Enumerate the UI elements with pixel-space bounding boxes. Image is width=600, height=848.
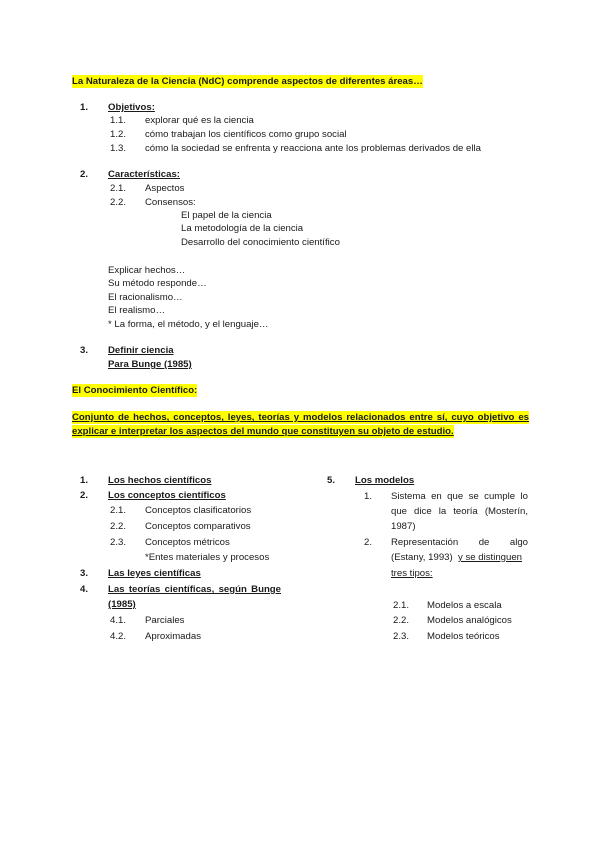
list-number: 5.: [327, 475, 336, 486]
section2-item-num: 2.2.: [110, 197, 127, 208]
modelo-num: 1.: [364, 491, 373, 502]
consenso-item: El papel de la ciencia: [181, 210, 272, 221]
definition-line: explicar e interpretar los aspectos del mundo que constituyen su objeto de estudio.: [72, 426, 454, 437]
section1-title: Objetivos:: [108, 102, 155, 113]
section1-item-text: cómo la sociedad se enfrenta y reacciona ante los problemas derivados de ella: [145, 143, 481, 154]
list-title-continued: (1985): [108, 599, 136, 610]
section3-title: Definir ciencia: [108, 345, 174, 356]
section1-number: 1.: [80, 102, 89, 113]
section3-subtitle: Para Bunge (1985): [108, 359, 192, 370]
concepto-num: 2.1.: [110, 505, 127, 516]
section1-item-num: 1.1.: [110, 115, 127, 126]
teoria-text: Aproximadas: [145, 631, 201, 642]
note-line: * La forma, el método, y el lenguaje…: [108, 319, 269, 330]
list-title: Los modelos: [355, 475, 415, 486]
list-number: 4.: [80, 584, 89, 595]
concepto-text: Conceptos comparativos: [145, 521, 251, 532]
tipo-text: Modelos teóricos: [427, 631, 500, 642]
list-title: Las leyes científicas: [108, 568, 201, 579]
modelo-text: Representación de algo: [391, 537, 528, 548]
tipo-num: 2.2.: [393, 615, 410, 626]
note-line: Su método responde…: [108, 278, 207, 289]
modelo-num: 2.: [364, 537, 373, 548]
note-line: El realismo…: [108, 305, 166, 316]
teoria-num: 4.2.: [110, 631, 127, 642]
list-title: Los conceptos científicos: [108, 490, 226, 501]
section1-item-num: 1.3.: [110, 143, 127, 154]
tipo-text: Modelos analógicos: [427, 615, 512, 626]
tipo-num: 2.3.: [393, 631, 410, 642]
tipo-text: Modelos a escala: [427, 600, 502, 611]
section2-title: Características:: [108, 169, 180, 180]
conceptos-note: *Entes materiales y procesos: [145, 552, 270, 563]
concepto-num: 2.3.: [110, 537, 127, 548]
list-number: 3.: [80, 568, 89, 579]
concepto-num: 2.2.: [110, 521, 127, 532]
section2-item-text: Consensos:: [145, 197, 196, 208]
section2-item-text: Aspectos: [145, 183, 185, 194]
modelo-text: que dice la teoría (Mosterín,: [391, 506, 528, 517]
consenso-item: Desarrollo del conocimiento científico: [181, 237, 340, 248]
section1-item-text: explorar qué es la ciencia: [145, 115, 254, 126]
consenso-item: La metodología de la ciencia: [181, 223, 304, 234]
tipo-num: 2.1.: [393, 600, 410, 611]
modelo-text: 1987): [391, 521, 416, 532]
note-line: Explicar hechos…: [108, 265, 186, 276]
section3-number: 3.: [80, 345, 89, 356]
modelo-emphasis: tres tipos:: [391, 568, 433, 579]
modelo-text: Sistema en que se cumple lo: [391, 491, 528, 502]
list-number: 2.: [80, 490, 89, 501]
intro-heading: La Naturaleza de la Ciencia (NdC) comprende aspectos de diferentes áreas…: [72, 76, 423, 87]
section1-item-num: 1.2.: [110, 129, 127, 140]
definition-line: Conjunto de hechos, conceptos, leyes, teorías y modelos relacionados entre sí, cuyo objetivo es: [72, 412, 529, 423]
teoria-num: 4.1.: [110, 615, 127, 626]
modelo-citation: (Estany, 1993): [391, 552, 453, 563]
list-number: 1.: [80, 475, 89, 486]
section2-number: 2.: [80, 169, 89, 180]
note-line: El racionalismo…: [108, 292, 183, 303]
list-title: Los hechos científicos: [108, 475, 212, 486]
modelo-emphasis: y se distinguen: [458, 552, 522, 563]
list-title: Las teorías científicas, según Bunge: [108, 584, 281, 595]
section1-item-text: cómo trabajan los científicos como grupo social: [145, 129, 347, 140]
conocimiento-heading: El Conocimiento Científico:: [72, 385, 198, 396]
section2-item-num: 2.1.: [110, 183, 127, 194]
concepto-text: Conceptos métricos: [145, 537, 230, 548]
concepto-text: Conceptos clasificatorios: [145, 505, 252, 516]
teoria-text: Parciales: [145, 615, 185, 626]
